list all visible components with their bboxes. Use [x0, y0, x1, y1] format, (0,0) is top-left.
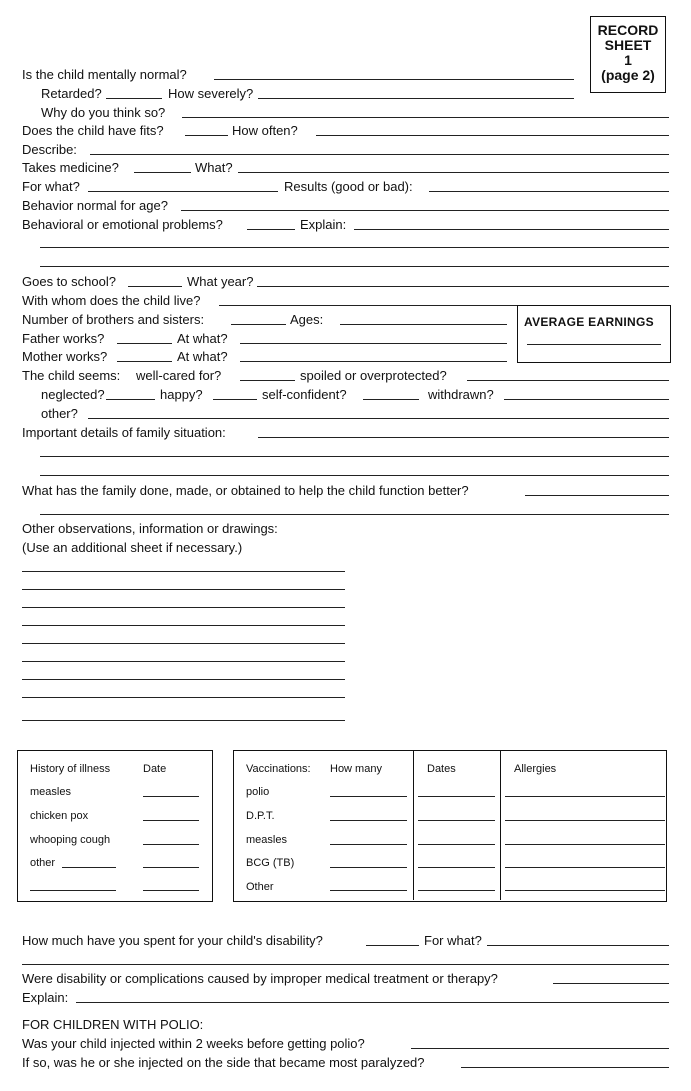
- q-results: Results (good or bad):: [284, 179, 413, 194]
- vacc-divider-2: [500, 751, 501, 900]
- field-how-much-spent[interactable]: [366, 945, 419, 946]
- vacc-row-dpt: D.P.T.: [246, 810, 275, 822]
- field-improper-treatment[interactable]: [553, 983, 669, 984]
- q-siblings: Number of brothers and sisters:: [22, 312, 205, 327]
- q-father-at-what: At what?: [177, 331, 228, 346]
- record-sheet-line4: (page 2): [601, 67, 655, 83]
- q-what: What?: [195, 160, 233, 175]
- field-injected-side[interactable]: [461, 1067, 669, 1068]
- q-child-seems: The child seems:: [22, 368, 121, 383]
- q-behavior-normal: Behavior normal for age?: [22, 198, 168, 213]
- illness-row-chicken-pox: chicken pox: [30, 810, 89, 822]
- field-retarded[interactable]: [106, 98, 162, 99]
- field-illness-other-name[interactable]: [62, 867, 116, 868]
- field-vacc-other-dates[interactable]: [418, 890, 495, 891]
- obs-line-7[interactable]: [22, 679, 345, 680]
- field-vacc-other-count[interactable]: [330, 890, 407, 891]
- field-father-at-what[interactable]: [240, 343, 507, 344]
- q-how-much-spent: How much have you spent for your child's disability?: [22, 933, 323, 948]
- obs-line-1[interactable]: [22, 571, 345, 572]
- field-mother-works[interactable]: [117, 361, 172, 362]
- vacc-row-polio: polio: [246, 786, 270, 798]
- field-neglected[interactable]: [106, 399, 155, 400]
- q-happy: happy?: [160, 387, 203, 402]
- q-other-observations: Other observations, information or drawings:: [22, 521, 278, 536]
- field-injected-2weeks[interactable]: [411, 1048, 669, 1049]
- field-vacc-polio-count[interactable]: [330, 796, 407, 797]
- field-vacc-measles-count[interactable]: [330, 844, 407, 845]
- vacc-row-measles: measles: [246, 834, 287, 846]
- field-ages[interactable]: [340, 324, 507, 325]
- q-takes-medicine: Takes medicine?: [22, 160, 119, 175]
- field-illness-extra-date[interactable]: [143, 890, 199, 891]
- field-illness-whooping-cough-date[interactable]: [143, 844, 199, 845]
- vacc-header-how-many: How many: [330, 763, 382, 775]
- average-earnings-title: AVERAGE EARNINGS: [524, 315, 654, 329]
- field-self-confident[interactable]: [363, 399, 419, 400]
- q-neglected: neglected?: [41, 387, 105, 402]
- field-why-think[interactable]: [182, 117, 669, 118]
- field-behavior-normal[interactable]: [181, 210, 669, 211]
- q-explain2: Explain:: [22, 990, 69, 1005]
- q-retarded: Retarded?: [41, 86, 102, 101]
- field-spoiled[interactable]: [467, 380, 669, 381]
- q-self-confident: self-confident?: [262, 387, 347, 402]
- field-allergies-4[interactable]: [505, 867, 665, 868]
- vacc-header: Vaccinations:: [246, 763, 311, 775]
- field-spent-line2[interactable]: [22, 964, 669, 965]
- field-what-medicine[interactable]: [238, 172, 669, 173]
- q-why-think: Why do you think so?: [41, 105, 166, 120]
- field-family-done[interactable]: [525, 495, 669, 496]
- q-father-works: Father works?: [22, 331, 105, 346]
- field-allergies-5[interactable]: [505, 890, 665, 891]
- q-how-severely: How severely?: [168, 86, 254, 101]
- field-family-details-line2[interactable]: [40, 456, 669, 457]
- q-explain: Explain:: [300, 217, 347, 232]
- field-spent-for-what[interactable]: [487, 945, 669, 946]
- field-vacc-dpt-count[interactable]: [330, 820, 407, 821]
- q-injected-2weeks: Was your child injected within 2 weeks before getting polio?: [22, 1036, 365, 1051]
- field-vacc-bcg-dates[interactable]: [418, 867, 495, 868]
- q-spent-for-what: For what?: [424, 933, 482, 948]
- field-family-details[interactable]: [258, 437, 669, 438]
- field-what-year[interactable]: [257, 286, 669, 287]
- obs-line-3[interactable]: [22, 607, 345, 608]
- field-describe[interactable]: [90, 154, 669, 155]
- record-sheet-label: [590, 16, 666, 93]
- field-illness-other-date[interactable]: [143, 867, 199, 868]
- q-mother-works: Mother works?: [22, 349, 108, 364]
- field-how-severely[interactable]: [258, 98, 574, 99]
- q-what-year: What year?: [187, 274, 254, 289]
- field-allergies-1[interactable]: [505, 796, 665, 797]
- illness-row-whooping-cough: whooping cough: [30, 834, 111, 846]
- vacc-divider-1: [413, 751, 414, 900]
- field-happy[interactable]: [213, 399, 257, 400]
- q-how-often: How often?: [232, 123, 298, 138]
- field-vacc-measles-dates[interactable]: [418, 844, 495, 845]
- field-other[interactable]: [88, 418, 669, 419]
- field-father-works[interactable]: [117, 343, 172, 344]
- field-mother-at-what[interactable]: [240, 361, 507, 362]
- obs-line-5[interactable]: [22, 643, 345, 644]
- field-allergies-3[interactable]: [505, 844, 665, 845]
- q-withdrawn: withdrawn?: [428, 387, 494, 402]
- q-mentally-normal: Is the child mentally normal?: [22, 67, 187, 82]
- vacc-header-allergies: Allergies: [514, 763, 557, 775]
- record-sheet-line3: 1: [624, 52, 632, 68]
- field-goes-school[interactable]: [128, 286, 182, 287]
- vacc-row-other: Other: [246, 881, 274, 893]
- illness-row-other: other: [30, 857, 56, 869]
- illness-header-date: Date: [143, 763, 167, 775]
- q-with-whom: With whom does the child live?: [22, 293, 201, 308]
- q-goes-school: Goes to school?: [22, 274, 116, 289]
- q-family-details: Important details of family situation:: [22, 425, 226, 440]
- vacc-header-dates: Dates: [427, 763, 456, 775]
- field-family-details-line3[interactable]: [40, 475, 669, 476]
- q-behavioral-problems: Behavioral or emotional problems?: [22, 217, 223, 232]
- field-explain[interactable]: [354, 229, 669, 230]
- field-siblings[interactable]: [231, 324, 286, 325]
- field-how-often[interactable]: [316, 135, 669, 136]
- field-illness-measles-date[interactable]: [143, 796, 199, 797]
- field-results[interactable]: [429, 191, 669, 192]
- field-withdrawn[interactable]: [504, 399, 669, 400]
- q-family-done: What has the family done, made, or obtained to help the child function better?: [22, 483, 469, 498]
- field-illness-chicken-pox-date[interactable]: [143, 820, 199, 821]
- field-explain2[interactable]: [76, 1002, 669, 1003]
- field-fits[interactable]: [185, 135, 228, 136]
- obs-line-4[interactable]: [22, 625, 345, 626]
- field-well-cared[interactable]: [240, 380, 295, 381]
- field-explain-line3[interactable]: [40, 266, 669, 267]
- field-vacc-polio-dates[interactable]: [418, 796, 495, 797]
- obs-line-8[interactable]: [22, 697, 345, 698]
- obs-line-2[interactable]: [22, 589, 345, 590]
- field-for-what[interactable]: [88, 191, 278, 192]
- q-injected-side: If so, was he or she injected on the side that became most paralyzed?: [22, 1055, 425, 1070]
- obs-line-6[interactable]: [22, 661, 345, 662]
- q-other: other?: [41, 406, 78, 421]
- record-sheet-line2: SHEET: [604, 37, 652, 53]
- q-ages: Ages:: [290, 312, 324, 327]
- q-mother-at-what: At what?: [177, 349, 228, 364]
- q-fits: Does the child have fits?: [22, 123, 164, 138]
- illness-row-measles: measles: [30, 786, 71, 798]
- field-vacc-dpt-dates[interactable]: [418, 820, 495, 821]
- q-describe: Describe:: [22, 142, 77, 157]
- field-mentally-normal[interactable]: [214, 79, 574, 80]
- vacc-row-bcg: BCG (TB): [246, 857, 295, 869]
- field-behavioral-problems[interactable]: [247, 229, 295, 230]
- field-family-done-line2[interactable]: [40, 514, 669, 515]
- field-explain-line2[interactable]: [40, 247, 669, 248]
- q-use-additional: (Use an additional sheet if necessary.): [22, 540, 243, 555]
- field-allergies-2[interactable]: [505, 820, 665, 821]
- q-for-what: For what?: [22, 179, 80, 194]
- illness-header-history: History of illness: [30, 763, 111, 775]
- field-takes-medicine[interactable]: [134, 172, 191, 173]
- field-illness-extra-name[interactable]: [30, 890, 116, 891]
- q-well-cared: well-cared for?: [136, 368, 222, 383]
- field-vacc-bcg-count[interactable]: [330, 867, 407, 868]
- record-sheet-line1: RECORD: [597, 22, 659, 38]
- q-improper-treatment: Were disability or complications caused by improper medical treatment or therapy?: [22, 971, 498, 986]
- q-spoiled: spoiled or overprotected?: [300, 368, 447, 383]
- polio-heading: FOR CHILDREN WITH POLIO:: [22, 1017, 204, 1032]
- obs-line-9[interactable]: [22, 720, 345, 721]
- field-average-earnings[interactable]: [527, 344, 661, 345]
